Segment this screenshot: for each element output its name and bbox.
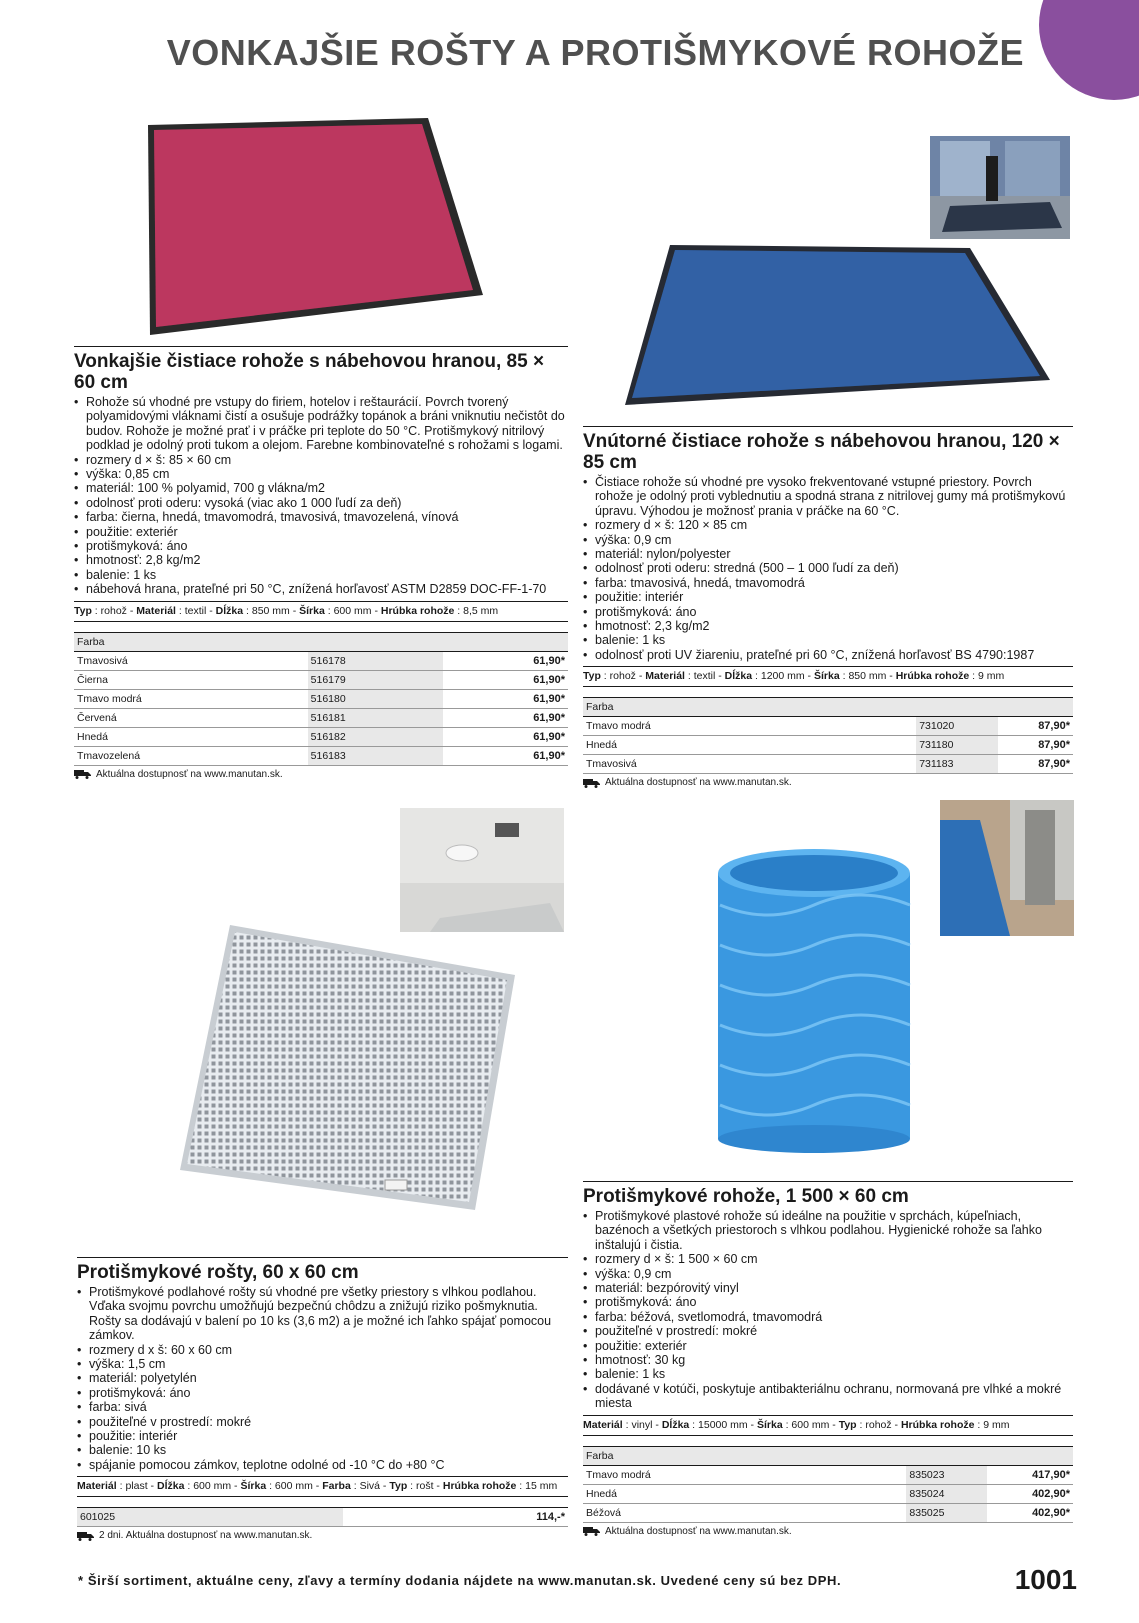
table-row[interactable]: Hnedá 835024 402,90* xyxy=(583,1484,1073,1503)
footer-note: * Širší sortiment, aktuálne ceny, zľavy a termíny dodania nájdete na www.manutan.sk. Uvedené ceny sú bez DPH. xyxy=(78,1573,842,1588)
feature-item: • hmotnosť: 30 kg xyxy=(583,1353,1073,1367)
truck-icon xyxy=(583,1526,600,1536)
feature-item: • protišmyková: áno xyxy=(74,539,568,553)
truck-icon xyxy=(74,769,91,779)
product-title: Vnútorné čistiace rohože s nábehovou hranou, 120 × 85 cm xyxy=(583,426,1073,473)
roll-mat-photo xyxy=(708,845,918,1155)
feature-item: • protišmyková: áno xyxy=(77,1386,568,1400)
availability-note[interactable]: Aktuálna dostupnosť na www.manutan.sk. xyxy=(74,769,568,780)
spec-line: Typ : rohož - Materiál : textil - Dĺžka : 850 mm - Šírka : 600 mm - Hrúbka rohože : 8,5 mm xyxy=(74,601,568,622)
page-number: 1001 xyxy=(1014,1564,1077,1595)
product-indoor-mat xyxy=(583,426,1073,788)
spec-line: Typ : rohož - Materiál : textil - Dĺžka : 1200 mm - Šírka : 850 mm - Hrúbka rohože : 9 mm xyxy=(583,666,1073,687)
feature-item: • použiteľné v prostredí: mokré xyxy=(77,1415,568,1429)
corridor-photo xyxy=(940,800,1074,936)
product-gratings xyxy=(77,1257,568,1541)
feature-item: • rozmery d × š: 120 × 85 cm xyxy=(583,518,1073,532)
variant-table: Farba Tmavosivá 516178 61,90* Čierna 516179 61,90* Tmavo modrá 516180 61,90* Červená 516181 61,90* Hnedá 516182 61,90* Tmavozelená 516183 61,90* xyxy=(74,632,568,766)
table-row[interactable]: Čierna 516179 61,90* xyxy=(74,670,568,689)
product-title: Protišmykové rošty, 60 x 60 cm xyxy=(77,1257,568,1283)
table-row[interactable]: Tmavo modrá 516180 61,90* xyxy=(74,689,568,708)
spec-line: Materiál : plast - Dĺžka : 600 mm - Šírka : 600 mm - Farba : Sivá - Typ : rošt - Hrúbka rohože : 15 mm xyxy=(77,1476,568,1497)
feature-item: • balenie: 1 ks xyxy=(74,568,568,582)
feature-item: • použitie: exteriér xyxy=(583,1339,1073,1353)
feature-item: • protišmyková: áno xyxy=(583,1295,1073,1309)
feature-item: • výška: 0,85 cm xyxy=(74,467,568,481)
product-title: Protišmykové rohože, 1 500 × 60 cm xyxy=(583,1181,1073,1207)
truck-icon xyxy=(77,1531,94,1541)
feature-item: • dodávané v kotúči, poskytuje antibakteriálnu ochranu, normovaná pre vlhké a mokré miesta xyxy=(583,1382,1073,1411)
feature-item: • hmotnosť: 2,8 kg/m2 xyxy=(74,553,568,567)
feature-item: • Čistiace rohože sú vhodné pre vysoko frekventované vstupné priestory. Povrch rohože je odolný proti vyblednutiu a spodná strana z nitrilovej gumy má protišmykovú úpravu. Výhodou je možnosť prania v práčke na 60 °C. xyxy=(583,475,1073,518)
product-roll-mats xyxy=(583,1181,1073,1537)
variant-table: Farba Tmavo modrá 835023 417,90* Hnedá 835024 402,90* Béžová 835025 402,90* xyxy=(583,1446,1073,1523)
feature-item: • balenie: 10 ks xyxy=(77,1443,568,1457)
feature-item: • farba: tmavosivá, hnedá, tmavomodrá xyxy=(583,576,1073,590)
table-row[interactable]: Hnedá 731180 87,90* xyxy=(583,736,1073,755)
feature-item: • materiál: polyetylén xyxy=(77,1371,568,1385)
feature-item: • odolnosť proti UV žiareniu, prateľné pri 60 °C, znížená horľavosť BS 4790:1987 xyxy=(583,648,1073,662)
truck-icon xyxy=(583,778,600,788)
feature-list xyxy=(77,1285,568,1472)
bathroom-photo xyxy=(400,808,564,932)
feature-item: • farba: sivá xyxy=(77,1400,568,1414)
spec-line: Materiál : vinyl - Dĺžka : 15000 mm - Šírka : 600 mm - Typ : rohož - Hrúbka rohože : 9 mm xyxy=(583,1415,1073,1436)
feature-item: • materiál: 100 % polyamid, 700 g vlákna/m2 xyxy=(74,481,568,495)
red-mat-photo xyxy=(138,110,488,345)
feature-item: • nábehová hrana, prateľné pri 50 °C, znížená horľavosť ASTM D2859 DOC-FF-1-70 xyxy=(74,582,568,596)
variant-table: Farba Tmavo modrá 731020 87,90* Hnedá 731180 87,90* Tmavosivá 731183 87,90* xyxy=(583,697,1073,774)
feature-item: • rozmery d × š: 85 × 60 cm xyxy=(74,453,568,467)
feature-item: • Protišmykové podlahové rošty sú vhodné pre všetky priestory s vlhkou podlahou. Vďaka svojmu povrchu umožňujú bezpečnú chôdzu a znižujú riziko pošmyknutia. Rošty sa dodávajú v balení po 10 ks (3,6 m2) a je možné ich ľahko spájať pomocou zámkov. xyxy=(77,1285,568,1343)
feature-item: • odolnosť proti oderu: stredná (500 – 1 000 ľudí za deň) xyxy=(583,561,1073,575)
feature-item: • rozmery d × š: 1 500 × 60 cm xyxy=(583,1252,1073,1266)
feature-item: • výška: 0,9 cm xyxy=(583,1267,1073,1281)
feature-item: • Protišmykové plastové rohože sú ideálne na použitie v sprchách, kúpeľniach, bazénoch a všetkých priestoroch s vlhkou podlahou. Hygienické rohože sa ľahko inštalujú i čistia. xyxy=(583,1209,1073,1252)
blue-mat-photo xyxy=(620,240,1060,412)
section-tab-marker xyxy=(1039,0,1139,100)
table-row[interactable]: Tmavo modrá 731020 87,90* xyxy=(583,717,1073,736)
feature-item: • balenie: 1 ks xyxy=(583,1367,1073,1381)
table-row[interactable]: Tmavozelená 516183 61,90* xyxy=(74,746,568,765)
feature-item: • použitie: interiér xyxy=(77,1429,568,1443)
feature-item: • hmotnosť: 2,3 kg/m2 xyxy=(583,619,1073,633)
availability-note[interactable]: Aktuálna dostupnosť na www.manutan.sk. xyxy=(583,777,1073,788)
feature-item: • protišmyková: áno xyxy=(583,605,1073,619)
feature-item: • materiál: bezpórovitý vinyl xyxy=(583,1281,1073,1295)
feature-item: • spájanie pomocou zámkov, teplotne odolné od -10 °C do +80 °C xyxy=(77,1458,568,1472)
table-row[interactable]: Červená 516181 61,90* xyxy=(74,708,568,727)
feature-item: • balenie: 1 ks xyxy=(583,633,1073,647)
entrance-photo xyxy=(930,136,1070,239)
table-row[interactable]: Tmavosivá 731183 87,90* xyxy=(583,755,1073,774)
feature-item: • farba: čierna, hnedá, tmavomodrá, tmavosivá, tmavozelená, vínová xyxy=(74,510,568,524)
table-row[interactable]: 601025 114,-* xyxy=(77,1508,568,1527)
product-title: Vonkajšie čistiace rohože s nábehovou hranou, 85 × 60 cm xyxy=(74,346,568,393)
feature-list xyxy=(583,1209,1073,1411)
availability-note[interactable]: Aktuálna dostupnosť na www.manutan.sk. xyxy=(583,1526,1073,1537)
table-row[interactable]: Tmavo modrá 835023 417,90* xyxy=(583,1465,1073,1484)
feature-item: • rozmery d x š: 60 x 60 cm xyxy=(77,1343,568,1357)
feature-item: • výška: 0,9 cm xyxy=(583,533,1073,547)
feature-item: • farba: béžová, svetlomodrá, tmavomodrá xyxy=(583,1310,1073,1324)
table-row[interactable]: Béžová 835025 402,90* xyxy=(583,1503,1073,1522)
table-row[interactable]: Tmavosivá 516178 61,90* xyxy=(74,651,568,670)
feature-item: • Rohože sú vhodné pre vstupy do firiem, hotelov i reštaurácií. Povrch tvorený polyamidovými vláknami čistí a osušuje podrážky topánok a bráni vniknutiu nečistôt do budov. Rohože je možné prať i v práčke pri teplote do 50 °C. Protišmykový nitrilový podklad je odolný proti tukom a olejom. Farebne kombinovateľné s rohožami s logami. xyxy=(74,395,568,453)
availability-note[interactable]: 2 dni. Aktuálna dostupnosť na www.manutan.sk. xyxy=(77,1530,568,1541)
grating-photo xyxy=(175,920,520,1215)
feature-item: • výška: 1,5 cm xyxy=(77,1357,568,1371)
feature-list xyxy=(583,475,1073,662)
product-outdoor-mat xyxy=(74,346,568,780)
feature-item: • materiál: nylon/polyester xyxy=(583,547,1073,561)
feature-item: • odolnosť proti oderu: vysoká (viac ako 1 000 ľudí za deň) xyxy=(74,496,568,510)
feature-item: • použitie: exteriér xyxy=(74,525,568,539)
feature-item: • použiteľné v prostredí: mokré xyxy=(583,1324,1073,1338)
feature-item: • použitie: interiér xyxy=(583,590,1073,604)
page-title: VONKAJŠIE ROŠTY A PROTIŠMYKOVÉ ROHOŽE xyxy=(166,32,1024,73)
table-row[interactable]: Hnedá 516182 61,90* xyxy=(74,727,568,746)
variant-table xyxy=(77,1507,568,1527)
feature-list xyxy=(74,395,568,597)
